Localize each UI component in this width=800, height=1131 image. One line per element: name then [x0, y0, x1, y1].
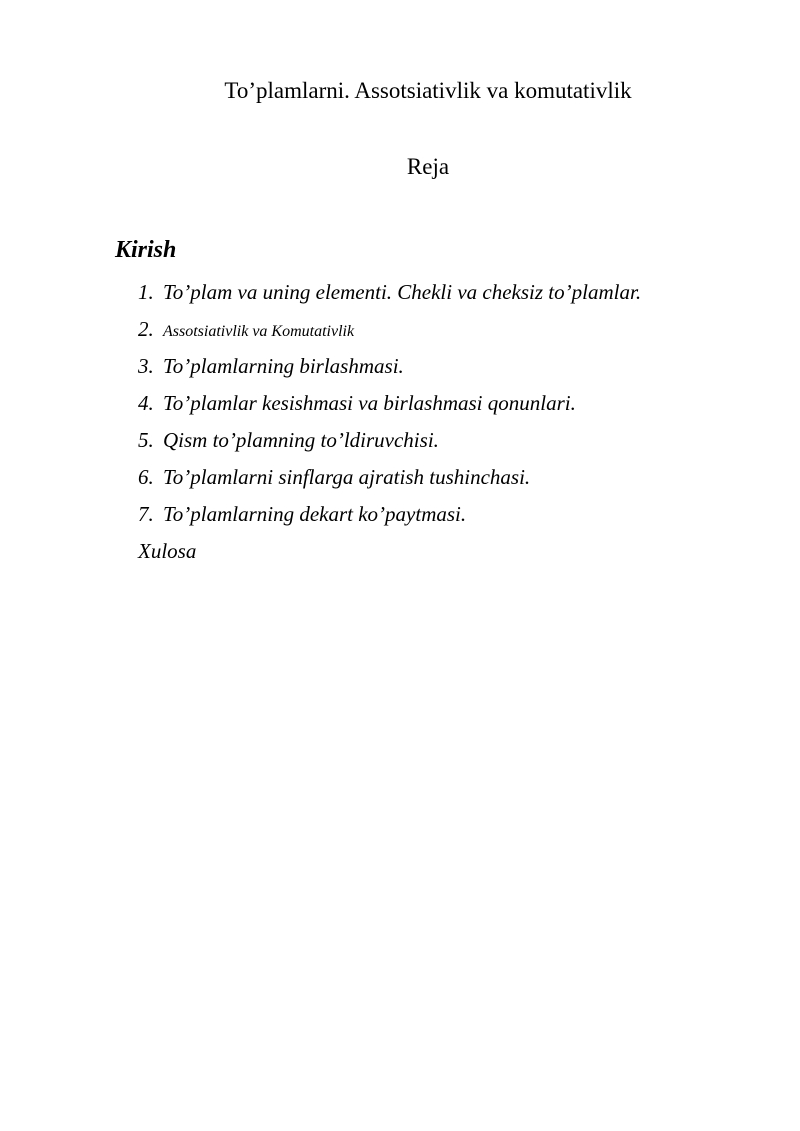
plan-heading: Reja: [406, 154, 450, 179]
plan-item-number: 2.: [138, 317, 154, 341]
plan-item: [138, 314, 641, 351]
plan-item-text: To’plamlarni sinflarga ajratish tushinchasi.: [163, 465, 531, 489]
plan-item: [138, 462, 641, 499]
plan-item: [138, 388, 641, 425]
plan-item-number: 5.: [138, 428, 154, 452]
plan-item-text: To’plam va uning elementi. Chekli va cheksiz to’plamlar.: [163, 280, 642, 304]
plan-item-text: Assotsiativlik va Komutativlik: [163, 323, 355, 340]
plan-item: [138, 351, 641, 388]
plan-list: [138, 277, 641, 536]
plan-item: [138, 425, 641, 462]
plan-item-number: 6.: [138, 465, 154, 489]
plan-item-text: Qism to’plamning to’ldiruvchisi.: [163, 428, 439, 452]
plan-item-number: 7.: [138, 502, 154, 526]
plan-item-text: To’plamlar kesishmasi va birlashmasi qonunlari.: [163, 391, 576, 415]
introduction-heading: Kirish: [115, 237, 177, 263]
plan-item: [138, 277, 641, 314]
plan-item-text: To’plamlarning dekart ko’paytmasi.: [163, 502, 467, 526]
plan-item-number: 3.: [138, 354, 154, 378]
plan-item: [138, 499, 641, 536]
plan-item-text: To’plamlarning birlashmasi.: [163, 354, 404, 378]
plan-item-number: 1.: [138, 280, 154, 304]
document-title: To’plamlarni. Assotsiativlik va komutativlik: [224, 78, 632, 103]
plan-item-number: 4.: [138, 391, 154, 415]
conclusion-heading: Xulosa: [138, 539, 197, 563]
